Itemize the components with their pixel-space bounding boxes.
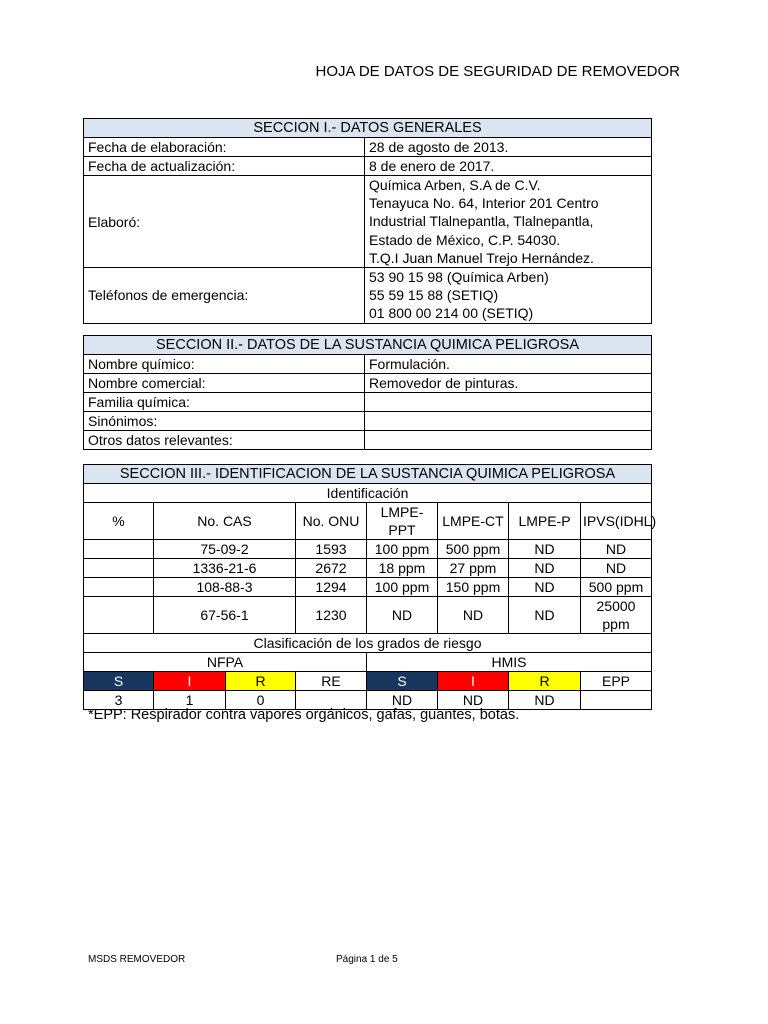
- cell: 1294: [296, 578, 367, 597]
- hmis-i-swatch: I: [438, 672, 509, 691]
- table-row: [84, 374, 652, 393]
- table-row: [84, 138, 652, 157]
- clasificacion-label: Clasificación de los grados de riesgo: [84, 634, 652, 653]
- cell: 18 ppm: [367, 559, 438, 578]
- hmis-s-swatch: S: [367, 672, 438, 691]
- col-header-cas: No. CAS: [154, 503, 296, 540]
- table-row: [84, 412, 652, 431]
- section-3-header: SECCION III.- IDENTIFICACION DE LA SUSTANCIA QUIMICA PELIGROSA: [84, 465, 652, 484]
- row-value: Formulación.: [365, 355, 652, 374]
- cell: 67-56-1: [154, 597, 296, 634]
- hmis-label: HMIS: [367, 653, 652, 672]
- cell: ND: [509, 559, 581, 578]
- row-label: Fecha de elaboración:: [84, 138, 365, 157]
- cell: ND: [581, 559, 652, 578]
- value-line: Química Arben, S.A de C.V.: [369, 177, 541, 193]
- table-row: [84, 393, 652, 412]
- value-line: Tenayuca No. 64, Interior 201 Centro: [369, 195, 599, 212]
- hmis-s-value: ND: [367, 691, 438, 710]
- cell: 1230: [296, 597, 367, 634]
- row-label: Teléfonos de emergencia:: [84, 268, 365, 324]
- row-value: 8 de enero de 2017.: [365, 157, 652, 176]
- row-value: Removedor de pinturas.: [365, 374, 652, 393]
- cell: 75-09-2: [154, 540, 296, 559]
- col-header-lmpe-ppt: LMPE-PPT: [367, 503, 438, 540]
- row-label: Otros datos relevantes:: [84, 431, 365, 450]
- col-header-onu: No. ONU: [296, 503, 367, 540]
- cell: ND: [438, 597, 509, 634]
- row-value: [365, 431, 652, 450]
- hmis-epp-value: [581, 691, 652, 710]
- cell: [84, 597, 154, 634]
- hmis-epp-header: EPP: [581, 672, 652, 691]
- section-2-table: [83, 335, 652, 450]
- row-value: [365, 393, 652, 412]
- table-row: [84, 157, 652, 176]
- hmis-r-value: ND: [509, 691, 581, 710]
- hazard-color-row: [84, 672, 652, 691]
- row-label: Nombre químico:: [84, 355, 365, 374]
- col-header-lmpe-ct: LMPE-CT: [438, 503, 509, 540]
- nfpa-label: NFPA: [84, 653, 367, 672]
- nfpa-r-value: 0: [226, 691, 296, 710]
- row-value: [365, 412, 652, 431]
- table-row: [84, 431, 652, 450]
- cell: 100 ppm: [367, 540, 438, 559]
- cell: ND: [509, 540, 581, 559]
- cell: 1336-21-6: [154, 559, 296, 578]
- table-row: [84, 597, 652, 634]
- value-line: 53 90 15 98 (Química Arben): [369, 269, 549, 286]
- row-label: Nombre comercial:: [84, 374, 365, 393]
- cell: 100 ppm: [367, 578, 438, 597]
- document-title: HOJA DE DATOS DE SEGURIDAD DE REMOVEDOR: [315, 63, 680, 80]
- section-1-header: SECCION I.- DATOS GENERALES: [84, 119, 652, 138]
- value-line: T.Q.I Juan Manuel Trejo Hernández.: [369, 249, 594, 266]
- footer-page-number: Página 1 de 5: [336, 954, 398, 965]
- table-row: [84, 559, 652, 578]
- cell: 500 ppm: [438, 540, 509, 559]
- nfpa-i-value: 1: [154, 691, 226, 710]
- nfpa-s-swatch: S: [84, 672, 154, 691]
- cell: ND: [509, 578, 581, 597]
- value-line: Industrial Tlalnepantla, Tlalnepantla,: [369, 213, 594, 230]
- table-row: [84, 578, 652, 597]
- cell: 25000 ppm: [581, 597, 652, 634]
- column-headers: [84, 503, 652, 540]
- cell: 27 ppm: [438, 559, 509, 578]
- table-row: [84, 540, 652, 559]
- row-value: [365, 176, 652, 268]
- row-label: Elaboró:: [84, 176, 365, 268]
- cell: 1593: [296, 540, 367, 559]
- col-header-percent: %: [84, 503, 154, 540]
- cell: ND: [509, 597, 581, 634]
- cell: 2672: [296, 559, 367, 578]
- nfpa-re-header: RE: [296, 672, 367, 691]
- row-label: Fecha de actualización:: [84, 157, 365, 176]
- row-label: Familia química:: [84, 393, 365, 412]
- cell: 150 ppm: [438, 578, 509, 597]
- value-line: Estado de México, C.P. 54030.: [369, 231, 561, 248]
- cell: [84, 578, 154, 597]
- cell: ND: [367, 597, 438, 634]
- nfpa-r-swatch: R: [226, 672, 296, 691]
- footer-document-name: MSDS REMOVEDOR: [88, 954, 186, 965]
- section-3-table: [83, 464, 657, 710]
- table-row: [84, 355, 652, 374]
- epp-note: *EPP: Respirador contra vapores orgánicos, gafas, guantes, botas.: [88, 707, 520, 723]
- col-header-ipvs: IPVS(IDHL): [581, 503, 652, 540]
- hmis-i-value: ND: [438, 691, 509, 710]
- table-row: [84, 268, 652, 324]
- col-header-lmpe-p: LMPE-P: [509, 503, 581, 540]
- value-line: 55 59 15 88 (SETIQ): [369, 287, 499, 304]
- cell: ND: [581, 540, 652, 559]
- nfpa-s-value: 3: [84, 691, 154, 710]
- cell: 108-88-3: [154, 578, 296, 597]
- row-value: [365, 268, 652, 324]
- hmis-r-swatch: R: [509, 672, 581, 691]
- section-2-header: SECCION II.- DATOS DE LA SUSTANCIA QUIMICA PELIGROSA: [84, 336, 652, 355]
- identificacion-label: Identificación: [84, 484, 652, 503]
- section-1-table: [83, 118, 652, 324]
- cell: [84, 559, 154, 578]
- cell: 500 ppm: [581, 578, 652, 597]
- row-value: 28 de agosto de 2013.: [365, 138, 652, 157]
- cell: [84, 540, 154, 559]
- table-row: [84, 176, 652, 268]
- value-line: 01 800 00 214 00 (SETIQ): [369, 305, 534, 322]
- row-label: Sinónimos:: [84, 412, 365, 431]
- nfpa-i-swatch: I: [154, 672, 226, 691]
